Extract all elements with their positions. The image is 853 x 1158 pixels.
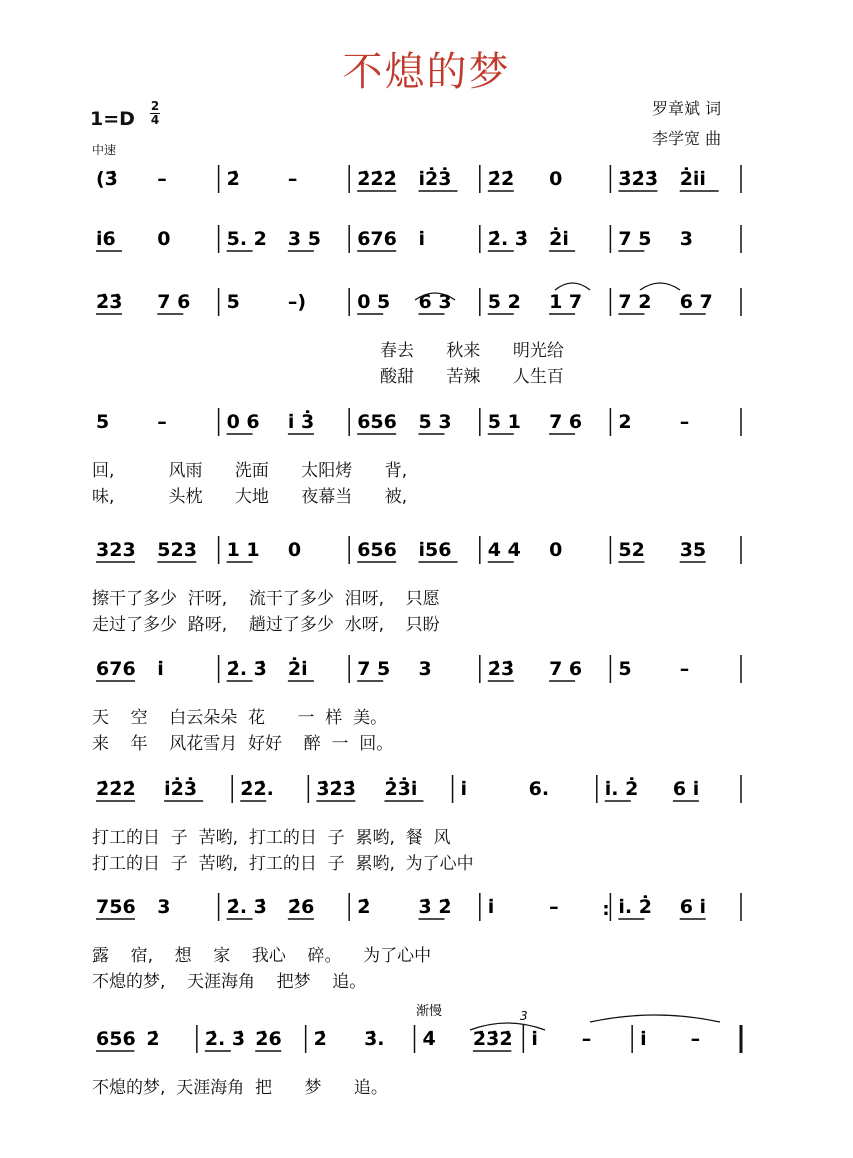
note-group: 6. [528, 778, 550, 800]
note-group: 0 [287, 539, 302, 561]
note-group: 3̇2̇3̇ [316, 778, 357, 800]
note-group: 7 6 [549, 658, 583, 680]
lyrics-verse-1: 不熄的梦, 天涯海角 把 梦 追。 [92, 1078, 388, 1098]
note-group: 6 i̇ [672, 778, 700, 800]
note-group: 2̇ [146, 1028, 160, 1050]
slur [640, 283, 680, 290]
note-group: 1 7 [549, 291, 583, 313]
song-title: 不熄的梦 [342, 49, 511, 95]
note-group: 4̇ [422, 1028, 436, 1050]
note-group: 2̇i̇ [549, 228, 569, 250]
note-group: 5 2 [487, 291, 521, 313]
tempo-marking: 中速 [92, 143, 117, 157]
key-signature: 1=D [90, 108, 135, 130]
note-group: 52 [618, 539, 645, 561]
note-group: 0 [549, 168, 563, 190]
meter-bottom: 4 [150, 113, 160, 127]
note-group: 5 [618, 658, 632, 680]
note-group: 2̇6 [287, 896, 315, 918]
note-group: 3̇. [364, 1028, 385, 1050]
slur [555, 283, 590, 290]
note-group: – [157, 411, 167, 433]
note-group: 6 3 [418, 291, 452, 313]
note-group: i̇ [157, 658, 164, 680]
note-group: 2̇2̇. [240, 778, 274, 800]
note-group: 2̇. 3̇ [487, 228, 529, 250]
note-group: 676 [96, 658, 136, 680]
note-group: 2̇2̇2̇ [96, 778, 136, 800]
note-group: 3 [679, 228, 693, 250]
note-group: 2 [618, 411, 632, 433]
note-group: 2̇. 3̇ [226, 896, 267, 918]
lyrics-verse-1: 春去 秋来 明光给 [380, 341, 564, 361]
note-group: 0 [157, 228, 171, 250]
note-group: 4 4 [487, 539, 521, 561]
lyrics-verse-2: 不熄的梦, 天涯海角 把梦 追。 [92, 972, 367, 992]
note-group: – [549, 896, 559, 918]
lyrics-verse-2: 酸甜 苦辣 人生百 [380, 367, 564, 387]
lyrics-verse-1: 露 宿, 想 家 我心 碎。 为了心中 [92, 946, 432, 966]
lyrics-verse-1: 擦干了多少 汗呀, 流干了多少 泪呀, 只愿 [92, 589, 440, 609]
note-group: –) [287, 291, 307, 313]
note-group: 35 [679, 539, 707, 561]
note-group: 5 1 [487, 411, 521, 433]
triplet-marking: 3 [520, 1009, 528, 1023]
note-group: i̇ 3̇ [287, 411, 315, 433]
note-group: 323 [96, 539, 136, 561]
note-group: 7 6 [157, 291, 191, 313]
repeat-sign: : [602, 899, 610, 920]
lyrics-verse-2: 打工的日 子 苦哟, 打工的日 子 累哟, 为了心中 [92, 854, 474, 874]
note-group: (3̇ [96, 168, 118, 190]
lyrics-verse-2: 味, 头枕 大地 夜幕当 被, [92, 487, 408, 507]
note-group: i̇. 2̇ [618, 896, 652, 918]
note-group: 0 5 [357, 291, 391, 313]
note-group: i̇ [487, 896, 495, 918]
note-group: 2̇ [226, 168, 240, 190]
note-group: i̇ [531, 1028, 538, 1050]
note-group: 2̇6 [255, 1028, 282, 1050]
note-group: 2̇3̇2̇ [472, 1028, 513, 1050]
note-group: i̇2̇3̇ [418, 168, 452, 190]
note-group: 2̇. 3̇ [226, 658, 267, 680]
note-group: 2̇i̇ [287, 658, 308, 680]
note-group: 2̇3̇i̇ [384, 778, 418, 800]
note-group: 6 i̇ [679, 896, 707, 918]
note-group: 3 [157, 896, 171, 918]
note-group: 656 [357, 411, 397, 433]
note-group: 523 [157, 539, 197, 561]
note-group: 2̇. 3̇ [204, 1028, 246, 1050]
note-group: 2̇2̇ [487, 168, 515, 190]
lyrics-verse-2: 走过了多少 路呀, 趟过了多少 水呀, 只盼 [92, 615, 440, 635]
note-group: 7 5 [618, 228, 652, 250]
lyrics-verse-1: 回, 风雨 洗面 太阳烤 背, [92, 461, 408, 481]
note-group: 0 [549, 539, 563, 561]
note-group: – [679, 658, 690, 680]
note-group: i̇. 2̇ [604, 778, 639, 800]
note-group: 3 5 [287, 228, 321, 250]
lyricist-credit: 罗章斌 词 [652, 99, 722, 118]
ritardando-marking: 渐慢 [416, 1004, 443, 1019]
note-group: 2̇ [313, 1028, 327, 1050]
note-group: i̇56 [418, 539, 452, 561]
note-group: – [679, 411, 690, 433]
note-group: 7 6 [549, 411, 583, 433]
note-group: 2̇3̇ [487, 658, 515, 680]
note-group: i̇ [460, 778, 468, 800]
note-group: 756 [96, 896, 136, 918]
note-group: 2̇ [357, 896, 371, 918]
note-group: – [581, 1028, 592, 1050]
lyrics-verse-1: 打工的日 子 苦哟, 打工的日 子 累哟, 餐 风 [92, 828, 451, 848]
composer-credit: 李学宽 曲 [652, 129, 722, 148]
note-group: – [157, 168, 167, 190]
note-group: 656 [96, 1028, 136, 1050]
note-group: 3̇2̇3̇ [618, 168, 659, 190]
note-group: 5. 2 [226, 228, 267, 250]
note-group: i̇2̇3̇ [164, 778, 198, 800]
note-group: 5 [226, 291, 240, 313]
note-group: i̇6 [96, 228, 116, 250]
note-group: 2̇i̇i̇ [679, 168, 706, 190]
note-group: 7 2 [618, 291, 652, 313]
note-group: 6 7 [679, 291, 713, 313]
note-group: 2̇3̇ [96, 291, 123, 313]
note-group: 0 6 [226, 411, 260, 433]
note-group: i̇ [418, 228, 426, 250]
note-group: 3 [418, 658, 432, 680]
note-group: – [287, 168, 298, 190]
note-group: 5 3 [418, 411, 452, 433]
slur [590, 1015, 720, 1022]
note-group: 7 5 [357, 658, 391, 680]
note-group: 2̇2̇2̇ [357, 168, 397, 190]
note-group: 3̇ 2̇ [418, 896, 452, 918]
note-group: 1 1 [226, 539, 260, 561]
note-group: i̇ [640, 1028, 647, 1050]
note-group: – [690, 1028, 701, 1050]
lyrics-verse-2: 来 年 风花雪月 好好 醉 一 回。 [92, 734, 394, 754]
meter-top: 2 [150, 99, 160, 113]
note-group: 676 [357, 228, 397, 250]
lyrics-verse-1: 天 空 白云朵朵 花 一 样 美。 [92, 708, 388, 728]
note-group: 656 [357, 539, 397, 561]
note-group: 5 [96, 411, 110, 433]
